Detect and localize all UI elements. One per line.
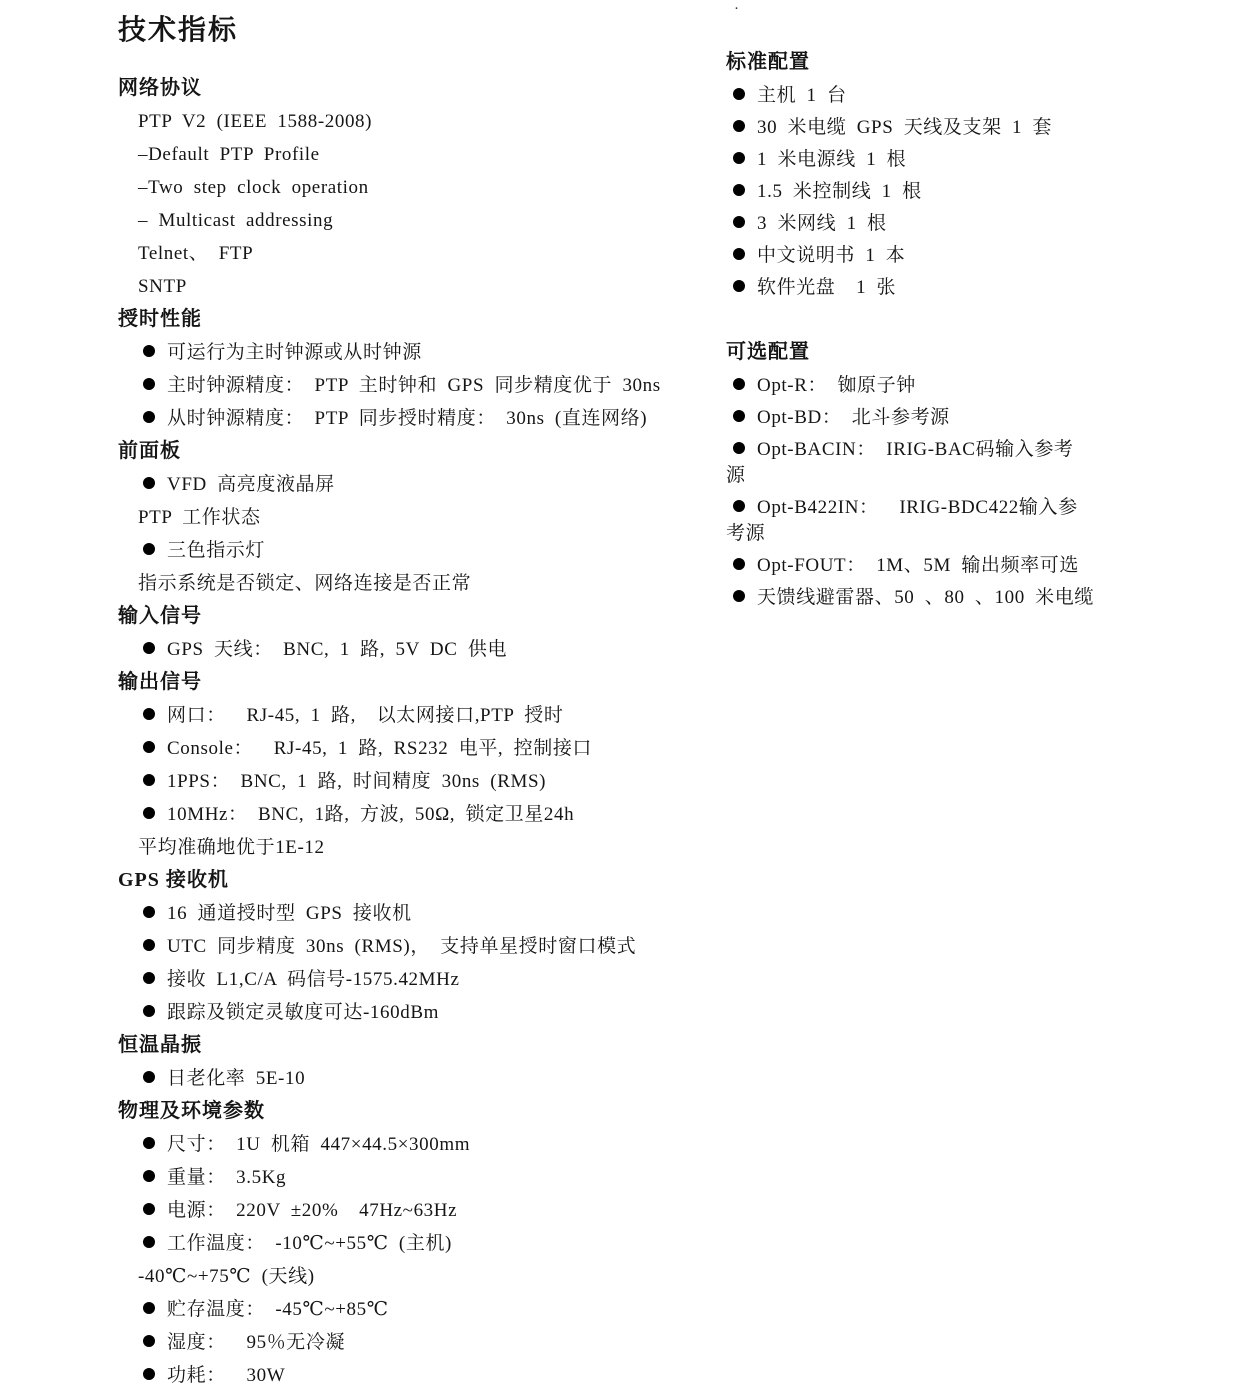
- bullet-icon: [143, 411, 155, 423]
- right-column-sections: [726, 44, 1166, 614]
- spec-text: VFD 高亮度液晶屏: [167, 474, 335, 495]
- bullet-icon: [733, 280, 745, 292]
- bullet-icon: [733, 152, 745, 164]
- spec-text: – Multicast addressing: [138, 210, 334, 231]
- spec-line: [118, 798, 718, 831]
- spec-section: [118, 435, 718, 600]
- spec-text: 源: [726, 465, 746, 486]
- spec-section: [118, 72, 718, 303]
- bullet-icon: [143, 378, 155, 390]
- section-heading: 物理及环境参数: [118, 1100, 265, 1122]
- spec-line: [726, 208, 1166, 240]
- bullet-icon: [143, 1005, 155, 1017]
- bullet-icon: [143, 807, 155, 819]
- spec-line: [118, 336, 718, 369]
- spec-line: [118, 930, 718, 963]
- spec-text: 考源: [726, 523, 766, 544]
- spec-text: 软件光盘 1 张: [757, 277, 897, 298]
- spec-text: 主时钟源精度： PTP 主时钟和 GPS 同步精度优于 30ns: [167, 375, 661, 396]
- spec-line: [118, 468, 718, 501]
- spec-line: [118, 270, 718, 303]
- spec-line: [118, 1293, 718, 1326]
- spec-text: 中文说明书 1 本: [757, 245, 906, 266]
- spec-line: [726, 176, 1166, 208]
- bullet-icon: [143, 1368, 155, 1380]
- spec-line: [118, 699, 718, 732]
- spec-line: [118, 1161, 718, 1194]
- spec-text: 1.5 米控制线 1 根: [757, 181, 922, 202]
- spec-line: [726, 402, 1166, 434]
- spec-text: 工作温度： -10℃~+55℃ (主机): [167, 1233, 452, 1254]
- spec-text: 从时钟源精度： PTP 同步授时精度： 30ns (直连网络): [167, 408, 648, 429]
- spec-text: 平均准确地优于1E-12: [138, 837, 325, 858]
- spec-text: -40℃~+75℃ (天线): [138, 1266, 315, 1287]
- spec-text: 网口： RJ-45, 1 路, 以太网接口,PTP 授时: [167, 705, 564, 726]
- stray-dot: ·: [734, 1, 739, 17]
- spec-line: [118, 996, 718, 1029]
- section-heading: 授时性能: [118, 308, 202, 330]
- bullet-icon: [143, 1071, 155, 1083]
- spec-section: [118, 1029, 718, 1095]
- spec-line: [118, 897, 718, 930]
- bullet-icon: [143, 543, 155, 555]
- bullet-icon: [733, 558, 745, 570]
- spec-line: [118, 567, 718, 600]
- left-column-sections: [118, 72, 718, 1392]
- spec-text: GPS 天线： BNC, 1 路, 5V DC 供电: [167, 639, 508, 660]
- bullet-icon: [733, 590, 745, 602]
- spec-line: [118, 1326, 718, 1359]
- spec-text: Opt-BACIN： IRIG-BAC码输入参考: [757, 439, 1074, 460]
- spec-line: [118, 765, 718, 798]
- spec-section: [118, 1095, 718, 1392]
- section-heading: 网络协议: [118, 77, 202, 99]
- spec-line: [118, 1260, 718, 1293]
- bullet-icon: [143, 774, 155, 786]
- spec-section: [118, 666, 718, 864]
- spec-text: 可运行为主时钟源或从时钟源: [167, 342, 422, 363]
- spec-text: –Default PTP Profile: [138, 144, 320, 165]
- spec-line: [118, 369, 718, 402]
- bullet-icon: [143, 642, 155, 654]
- spec-line: [118, 171, 718, 204]
- bullet-icon: [143, 1170, 155, 1182]
- bullet-icon: [733, 442, 745, 454]
- spec-text: 跟踪及锁定灵敏度可达-160dBm: [167, 1002, 439, 1023]
- spec-line: [726, 550, 1166, 582]
- bullet-icon: [143, 1236, 155, 1248]
- spec-text: 30 米电缆 GPS 天线及支架 1 套: [757, 117, 1053, 138]
- spec-section: [118, 864, 718, 1029]
- bullet-icon: [733, 410, 745, 422]
- spec-text: 尺寸： 1U 机箱 447×44.5×300mm: [167, 1134, 471, 1155]
- spec-line: [118, 138, 718, 171]
- spec-line: [118, 732, 718, 765]
- spec-line: [118, 534, 718, 567]
- spec-line: [118, 105, 718, 138]
- bullet-icon: [733, 216, 745, 228]
- bullet-icon: [143, 477, 155, 489]
- spec-text: 10MHz： BNC, 1路, 方波, 50Ω, 锁定卫星24h: [167, 804, 575, 825]
- bullet-icon: [143, 345, 155, 357]
- spec-text: 三色指示灯: [167, 540, 266, 561]
- spec-text: 天馈线避雷器、50 、80 、100 米电缆: [757, 587, 1094, 608]
- bullet-icon: [733, 248, 745, 260]
- bullet-icon: [733, 378, 745, 390]
- spec-text: 接收 L1,C/A 码信号-1575.42MHz: [167, 969, 460, 990]
- spec-line: [726, 582, 1166, 614]
- spec-line: [726, 112, 1166, 144]
- spec-section: [118, 303, 718, 435]
- bullet-icon: [143, 1203, 155, 1215]
- bullet-icon: [143, 939, 155, 951]
- section-heading: 标准配置: [726, 51, 810, 73]
- spec-text: 指示系统是否锁定、网络连接是否正常: [138, 573, 472, 594]
- section-heading: 输出信号: [118, 671, 202, 693]
- spec-text: 功耗： 30W: [167, 1365, 286, 1386]
- spec-text: 1 米电源线 1 根: [757, 149, 907, 170]
- spec-text: Telnet、 FTP: [138, 243, 254, 264]
- bullet-icon: [733, 88, 745, 100]
- spec-line: [726, 144, 1166, 176]
- spec-text: 湿度： 95％无冷凝: [167, 1332, 346, 1353]
- left-column: [118, 0, 718, 1392]
- bullet-icon: [143, 1137, 155, 1149]
- spec-text: PTP V2 (IEEE 1588-2008): [138, 111, 373, 132]
- spec-text: PTP 工作状态: [138, 507, 261, 528]
- right-column: [726, 0, 1166, 614]
- spec-text: SNTP: [138, 276, 187, 297]
- spec-text: 日老化率 5E-10: [167, 1068, 306, 1089]
- spec-line: [118, 1359, 718, 1392]
- spec-line: [726, 272, 1166, 304]
- spec-line: [118, 1194, 718, 1227]
- bullet-icon: [143, 1335, 155, 1347]
- spec-line: [118, 237, 718, 270]
- spec-text: 重量： 3.5Kg: [167, 1167, 287, 1188]
- spec-line: [118, 633, 718, 666]
- section-heading: 前面板: [118, 440, 181, 462]
- section-heading: GPS 接收机: [118, 869, 229, 891]
- section-heading: 恒温晶振: [118, 1034, 202, 1056]
- spec-text: Console： RJ-45, 1 路, RS232 电平, 控制接口: [167, 738, 593, 759]
- spec-text: 主机 1 台: [757, 85, 847, 106]
- bullet-icon: [143, 1302, 155, 1314]
- spec-line: [118, 1062, 718, 1095]
- bullet-icon: [733, 120, 745, 132]
- spec-text: UTC 同步精度 30ns (RMS)， 支持单星授时窗口模式: [167, 936, 637, 957]
- spec-line: [118, 1227, 718, 1260]
- spec-text: Opt-BD： 北斗参考源: [757, 407, 950, 428]
- spec-line: [726, 370, 1166, 402]
- spec-text: Opt-FOUT： 1M、5M 输出频率可选: [757, 555, 1079, 576]
- spec-line: [118, 204, 718, 237]
- spec-text: Opt-B422IN： IRIG-BDC422输入参: [757, 497, 1078, 518]
- spec-text: 电源： 220V ±20% 47Hz~63Hz: [167, 1200, 458, 1221]
- bullet-icon: [733, 184, 745, 196]
- bullet-icon: [143, 708, 155, 720]
- spec-text: 1PPS： BNC, 1 路, 时间精度 30ns (RMS): [167, 771, 547, 792]
- spec-section: [118, 600, 718, 666]
- spec-section: [726, 44, 1166, 304]
- spec-line: [726, 240, 1166, 272]
- spec-line: [726, 80, 1166, 112]
- spec-text: –Two step clock operation: [138, 177, 369, 198]
- spec-text: 3 米网线 1 根: [757, 213, 887, 234]
- spec-line: [118, 402, 718, 435]
- bullet-icon: [733, 500, 745, 512]
- spec-text: Opt-R： 铷原子钟: [757, 375, 916, 396]
- section-heading: 可选配置: [726, 341, 810, 363]
- spec-line: [118, 831, 718, 864]
- spec-line: [118, 501, 718, 534]
- page-title: 技术指标: [118, 15, 239, 46]
- spec-line: [118, 963, 718, 996]
- section-heading: 输入信号: [118, 605, 202, 627]
- spec-text: 贮存温度： -45℃~+85℃: [167, 1299, 389, 1320]
- spec-section: [726, 334, 1166, 614]
- bullet-icon: [143, 741, 155, 753]
- bullet-icon: [143, 906, 155, 918]
- bullet-icon: [143, 972, 155, 984]
- spec-line: [118, 1128, 718, 1161]
- spec-text: 16 通道授时型 GPS 接收机: [167, 903, 412, 924]
